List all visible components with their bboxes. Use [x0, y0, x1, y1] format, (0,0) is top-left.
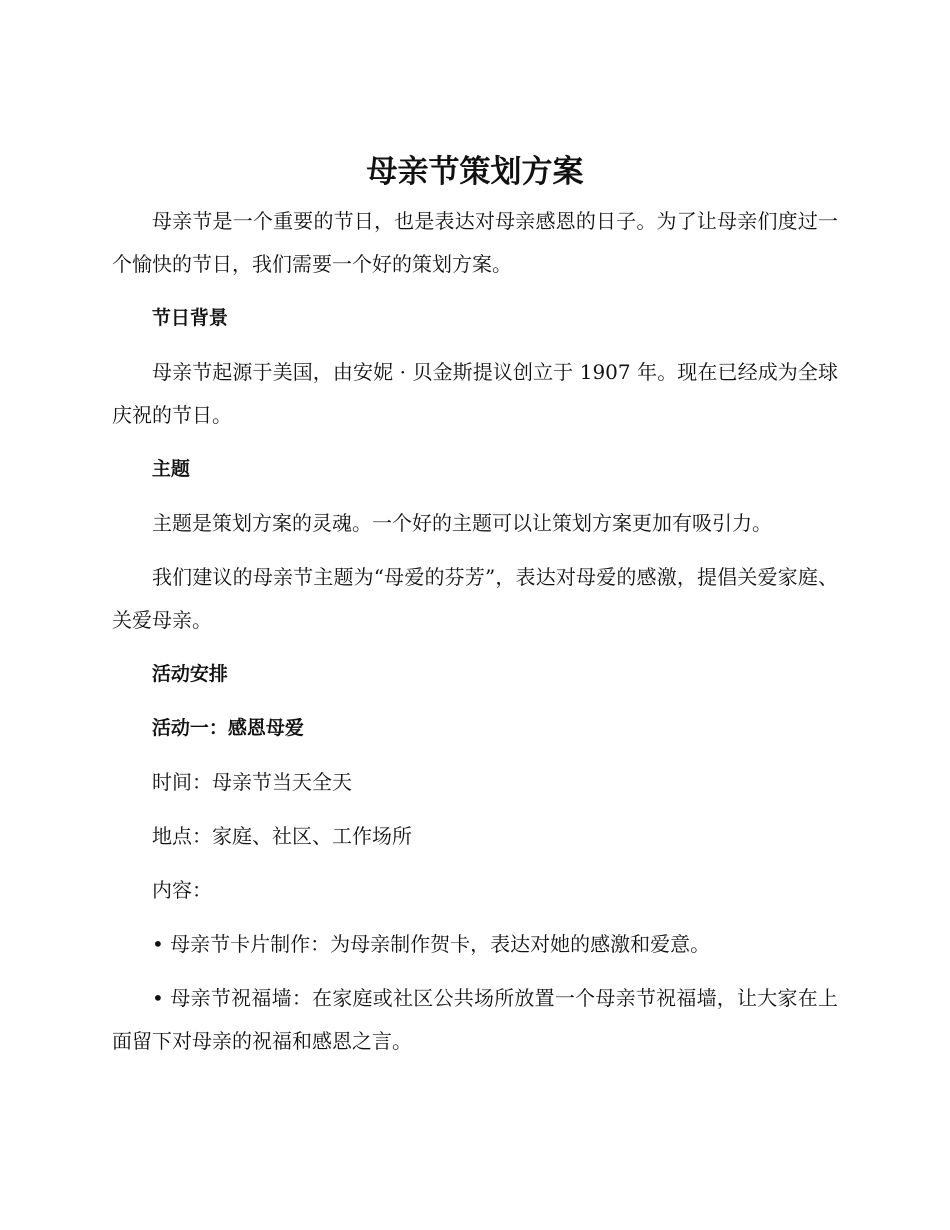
section-heading-theme: 主题: [151, 458, 190, 480]
section-heading-activities: 活动安排: [151, 663, 228, 685]
theme-paragraph-1: 主题是策划方案的灵魂。一个好的主题可以让策划方案更加有吸引力。: [152, 511, 772, 535]
activity-1-item-card: • 母亲节卡片制作：为母亲制作贺卡，表达对她的感激和爱意。: [152, 932, 711, 956]
activity-1-item-wall: • 母亲节祝福墙：在家庭或社区公共场所放置一个母亲节祝福墙，让大家在上面留下对母亲的祝福和感恩之言。: [112, 986, 838, 1053]
activity-1-time: 时间：母亲节当天全天: [152, 770, 352, 794]
activity-1-heading: 活动一：感恩母爱: [151, 717, 304, 739]
section-heading-background: 节日背景: [151, 307, 228, 329]
activity-1-content-label: 内容：: [152, 878, 212, 902]
background-paragraph: 母亲节起源于美国，由安妮 · 贝金斯提议创立于 1907 年。现在已经成为全球庆祝的节日。: [112, 360, 838, 427]
intro-paragraph: 母亲节是一个重要的节日，也是表达对母亲感恩的日子。为了让母亲们度过一个愉快的节日，我们需要一个好的策划方案。: [112, 209, 838, 276]
page-title: 母亲节策划方案: [366, 154, 584, 190]
theme-paragraph-2: 我们建议的母亲节主题为“母爱的芬芳”，表达对母爱的感激，提倡关爱家庭、关爱母亲。: [112, 565, 838, 632]
activity-1-place: 地点：家庭、社区、工作场所: [152, 824, 412, 848]
document-body: [112, 150, 838, 1074]
